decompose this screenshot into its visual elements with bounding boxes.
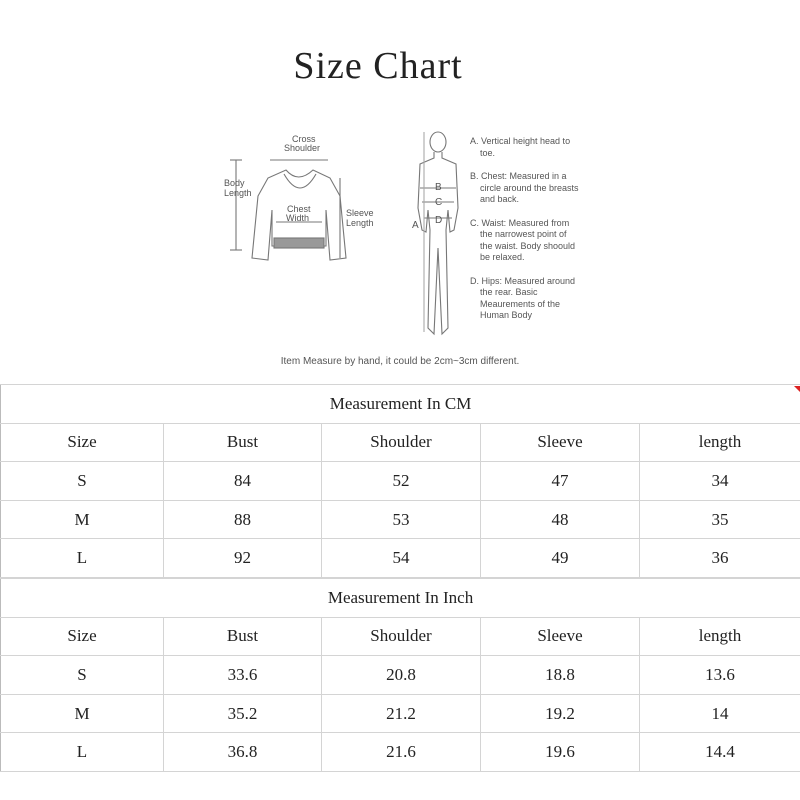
sleeve-cell: 19.6 — [481, 733, 640, 772]
shoulder-cell: 53 — [322, 500, 481, 539]
shoulder-cell: 20.8 — [322, 656, 481, 695]
inch-table — [0, 578, 800, 772]
cross-shoulder-label-1: Cross — [292, 134, 316, 144]
sleeve-cell: 48 — [481, 500, 640, 539]
inch-table-caption: Measurement In Inch — [1, 578, 800, 617]
header-sleeve: Sleeve — [481, 423, 640, 462]
bust-cell: 35.2 — [164, 694, 322, 733]
length-cell: 14.4 — [640, 733, 800, 772]
length-cell: 36 — [640, 539, 800, 578]
length-cell: 34 — [640, 462, 800, 501]
header-shoulder: Shoulder — [322, 617, 481, 656]
size-cell: L — [1, 539, 164, 578]
header-bust: Bust — [164, 617, 322, 656]
header-length: length — [640, 617, 800, 656]
size-cell: M — [1, 694, 164, 733]
marker-b: B — [435, 182, 442, 193]
header-shoulder: Shoulder — [322, 423, 481, 462]
header-size: Size — [1, 423, 164, 462]
shoulder-cell: 21.2 — [322, 694, 481, 733]
sleeve-cell: 18.8 — [481, 656, 640, 695]
cross-shoulder-label-2: Shoulder — [284, 143, 321, 153]
sleeve-length-label-1: Sleeve — [346, 208, 374, 218]
note-height: A. Vertical height head to toe. — [470, 136, 571, 158]
bust-cell: 84 — [164, 462, 322, 501]
size-cell: S — [1, 462, 164, 501]
length-cell: 13.6 — [640, 656, 800, 695]
sleeve-length-label-2: Length — [346, 218, 374, 228]
figure-note: Item Measure by hand, it could be 2cm~3cm different. — [280, 356, 520, 367]
marker-d: D — [435, 215, 443, 226]
header-bust: Bust — [164, 423, 322, 462]
cm-header-row — [1, 423, 800, 462]
inch-header-row — [1, 617, 800, 656]
cm-table-caption: Measurement In CM — [1, 385, 800, 424]
note-waist: C. Waist: Measured from the narrowest point of the waist. Body shoould be relaxed. — [470, 217, 576, 262]
table-row — [1, 694, 800, 733]
bust-cell: 92 — [164, 539, 322, 578]
length-cell: 35 — [640, 500, 800, 539]
measurement-tables — [0, 384, 800, 772]
size-cell: M — [1, 500, 164, 539]
table-row — [1, 462, 800, 501]
body-length-label-1: Body — [224, 178, 245, 188]
sweater-hem — [274, 238, 324, 248]
cm-table — [0, 384, 800, 578]
note-hips: D. Hips: Measured around the rear. Basic Meaurements of the Human Body — [470, 275, 576, 320]
sweater-neckline — [284, 174, 316, 188]
body-head — [430, 132, 446, 152]
header-length: length — [640, 423, 800, 462]
size-cell: S — [1, 656, 164, 695]
note-chest: B. Chest: Measured in a circle around the breasts and back. — [470, 171, 579, 204]
header-size: Size — [1, 617, 164, 656]
size-cell: L — [1, 733, 164, 772]
chest-width-label-1: Chest — [287, 204, 311, 214]
chest-width-label-2: Width — [286, 213, 310, 223]
body-length-label-2: Length — [224, 188, 252, 198]
length-cell: 14 — [640, 694, 800, 733]
bust-cell: 33.6 — [164, 656, 322, 695]
bust-cell: 88 — [164, 500, 322, 539]
shoulder-cell: 52 — [322, 462, 481, 501]
header-sleeve: Sleeve — [481, 617, 640, 656]
bust-cell: 36.8 — [164, 733, 322, 772]
sleeve-cell: 49 — [481, 539, 640, 578]
measurement-notes — [470, 136, 580, 334]
page-title: Size Chart — [293, 45, 463, 87]
table-row — [1, 656, 800, 695]
marker-a: A — [412, 220, 419, 231]
marker-c: C — [435, 197, 443, 208]
table-row — [1, 539, 800, 578]
table-row — [1, 500, 800, 539]
sleeve-cell: 19.2 — [481, 694, 640, 733]
garment-labels — [224, 134, 374, 228]
shoulder-cell: 21.6 — [322, 733, 481, 772]
table-row — [1, 733, 800, 772]
sleeve-cell: 47 — [481, 462, 640, 501]
shoulder-cell: 54 — [322, 539, 481, 578]
